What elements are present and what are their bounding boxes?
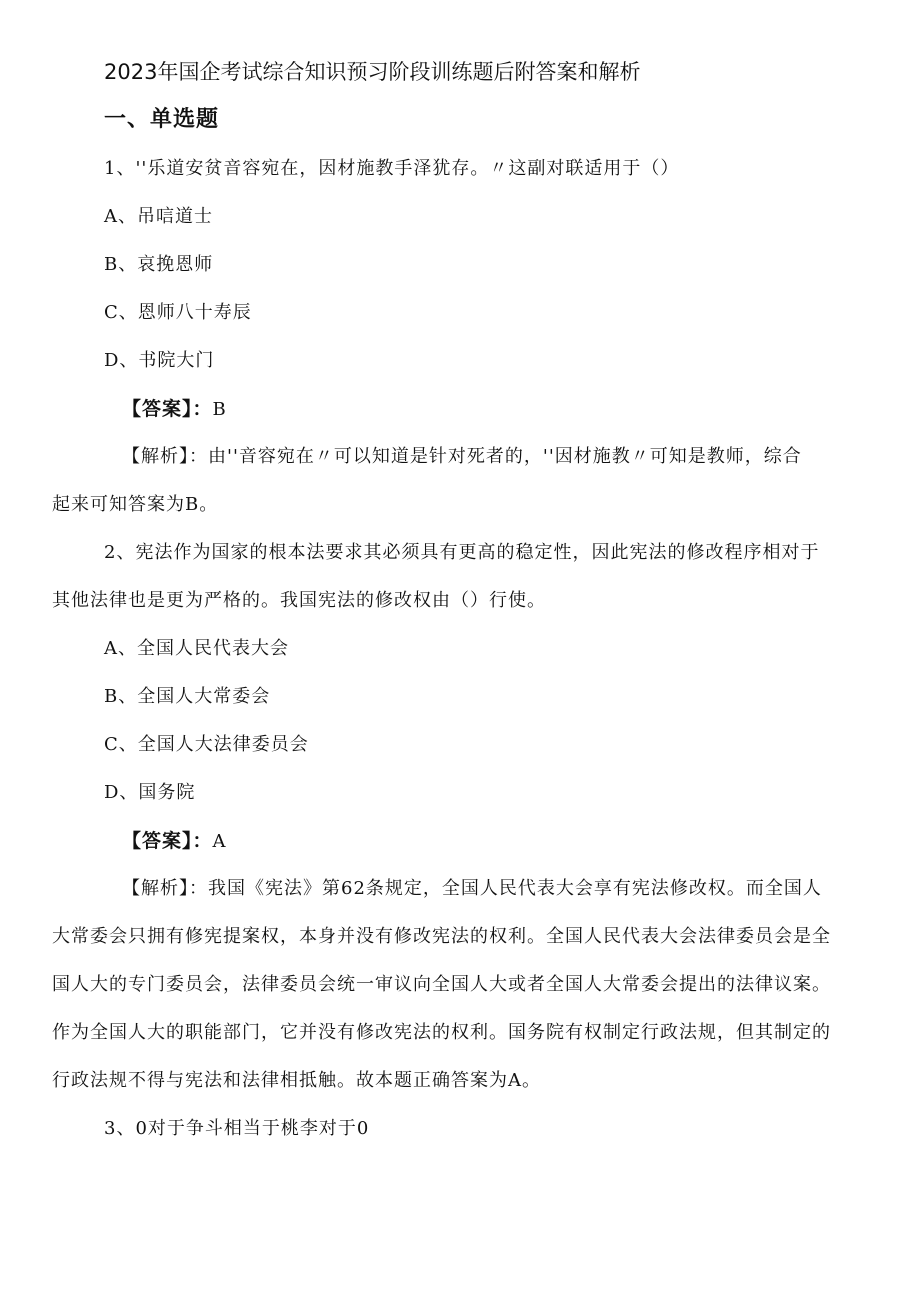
question-stem-line-2: 其他法律也是更为严格的。我国宪法的修改权由（）行使。 [52, 590, 546, 611]
analysis-text: 我国《宪法》第62条规定，全国人民代表大会享有宪法修改权。而全国人 [208, 878, 822, 899]
question-stem-line-1: 2、宪法作为国家的根本法要求其必须具有更高的稳定性，因此宪法的修改程序相对于 [104, 542, 820, 563]
option-d: D、书院大门 [104, 350, 215, 371]
analysis-line-4: 作为全国人大的职能部门，它并没有修改宪法的权利。国务院有权制定行政法规，但其制定的 [52, 1022, 831, 1043]
analysis-label: 【解析】： [122, 446, 208, 467]
answer-value: A [212, 831, 227, 852]
analysis-line-1 [122, 445, 802, 469]
option-a: A、全国人民代表大会 [104, 638, 289, 659]
section-heading: 一、单选题 [104, 107, 220, 132]
option-c: C、全国人大法律委员会 [104, 734, 309, 755]
option-c: C、恩师八十寿辰 [104, 302, 252, 323]
answer [122, 829, 227, 854]
answer [122, 397, 227, 422]
question-stem: 3、0对于争斗相当于桃李对于0 [104, 1118, 370, 1139]
answer-value: B [212, 399, 227, 420]
question-stem: 1、''乐道安贫音容宛在，因材施教手泽犹存。〃这副对联适用于（） [104, 158, 680, 179]
option-b: B、全国人大常委会 [104, 686, 271, 707]
option-b: B、哀挽恩师 [104, 254, 214, 275]
answer-label: 【答案】： [122, 830, 213, 852]
analysis-label: 【解析】： [122, 878, 208, 899]
analysis-line-5: 行政法规不得与宪法和法律相抵触。故本题正确答案为A。 [52, 1070, 541, 1091]
option-a: A、吊唁道士 [104, 206, 213, 227]
analysis-text: 由''音容宛在〃可以知道是针对死者的，''因材施教〃可知是教师，综合 [208, 446, 802, 467]
document-title: 2023年国企考试综合知识预习阶段训练题后附答案和解析 [104, 60, 641, 84]
analysis-line-2: 起来可知答案为B。 [52, 494, 219, 515]
analysis-line-1 [122, 877, 822, 901]
analysis-line-3: 国人大的专门委员会，法律委员会统一审议向全国人大或者全国人大常委会提出的法律议案。 [52, 974, 831, 995]
analysis-line-2: 大常委会只拥有修宪提案权，本身并没有修改宪法的权利。全国人民代表大会法律委员会是全 [52, 926, 831, 947]
answer-label: 【答案】： [122, 398, 213, 420]
option-d: D、国务院 [104, 782, 196, 803]
